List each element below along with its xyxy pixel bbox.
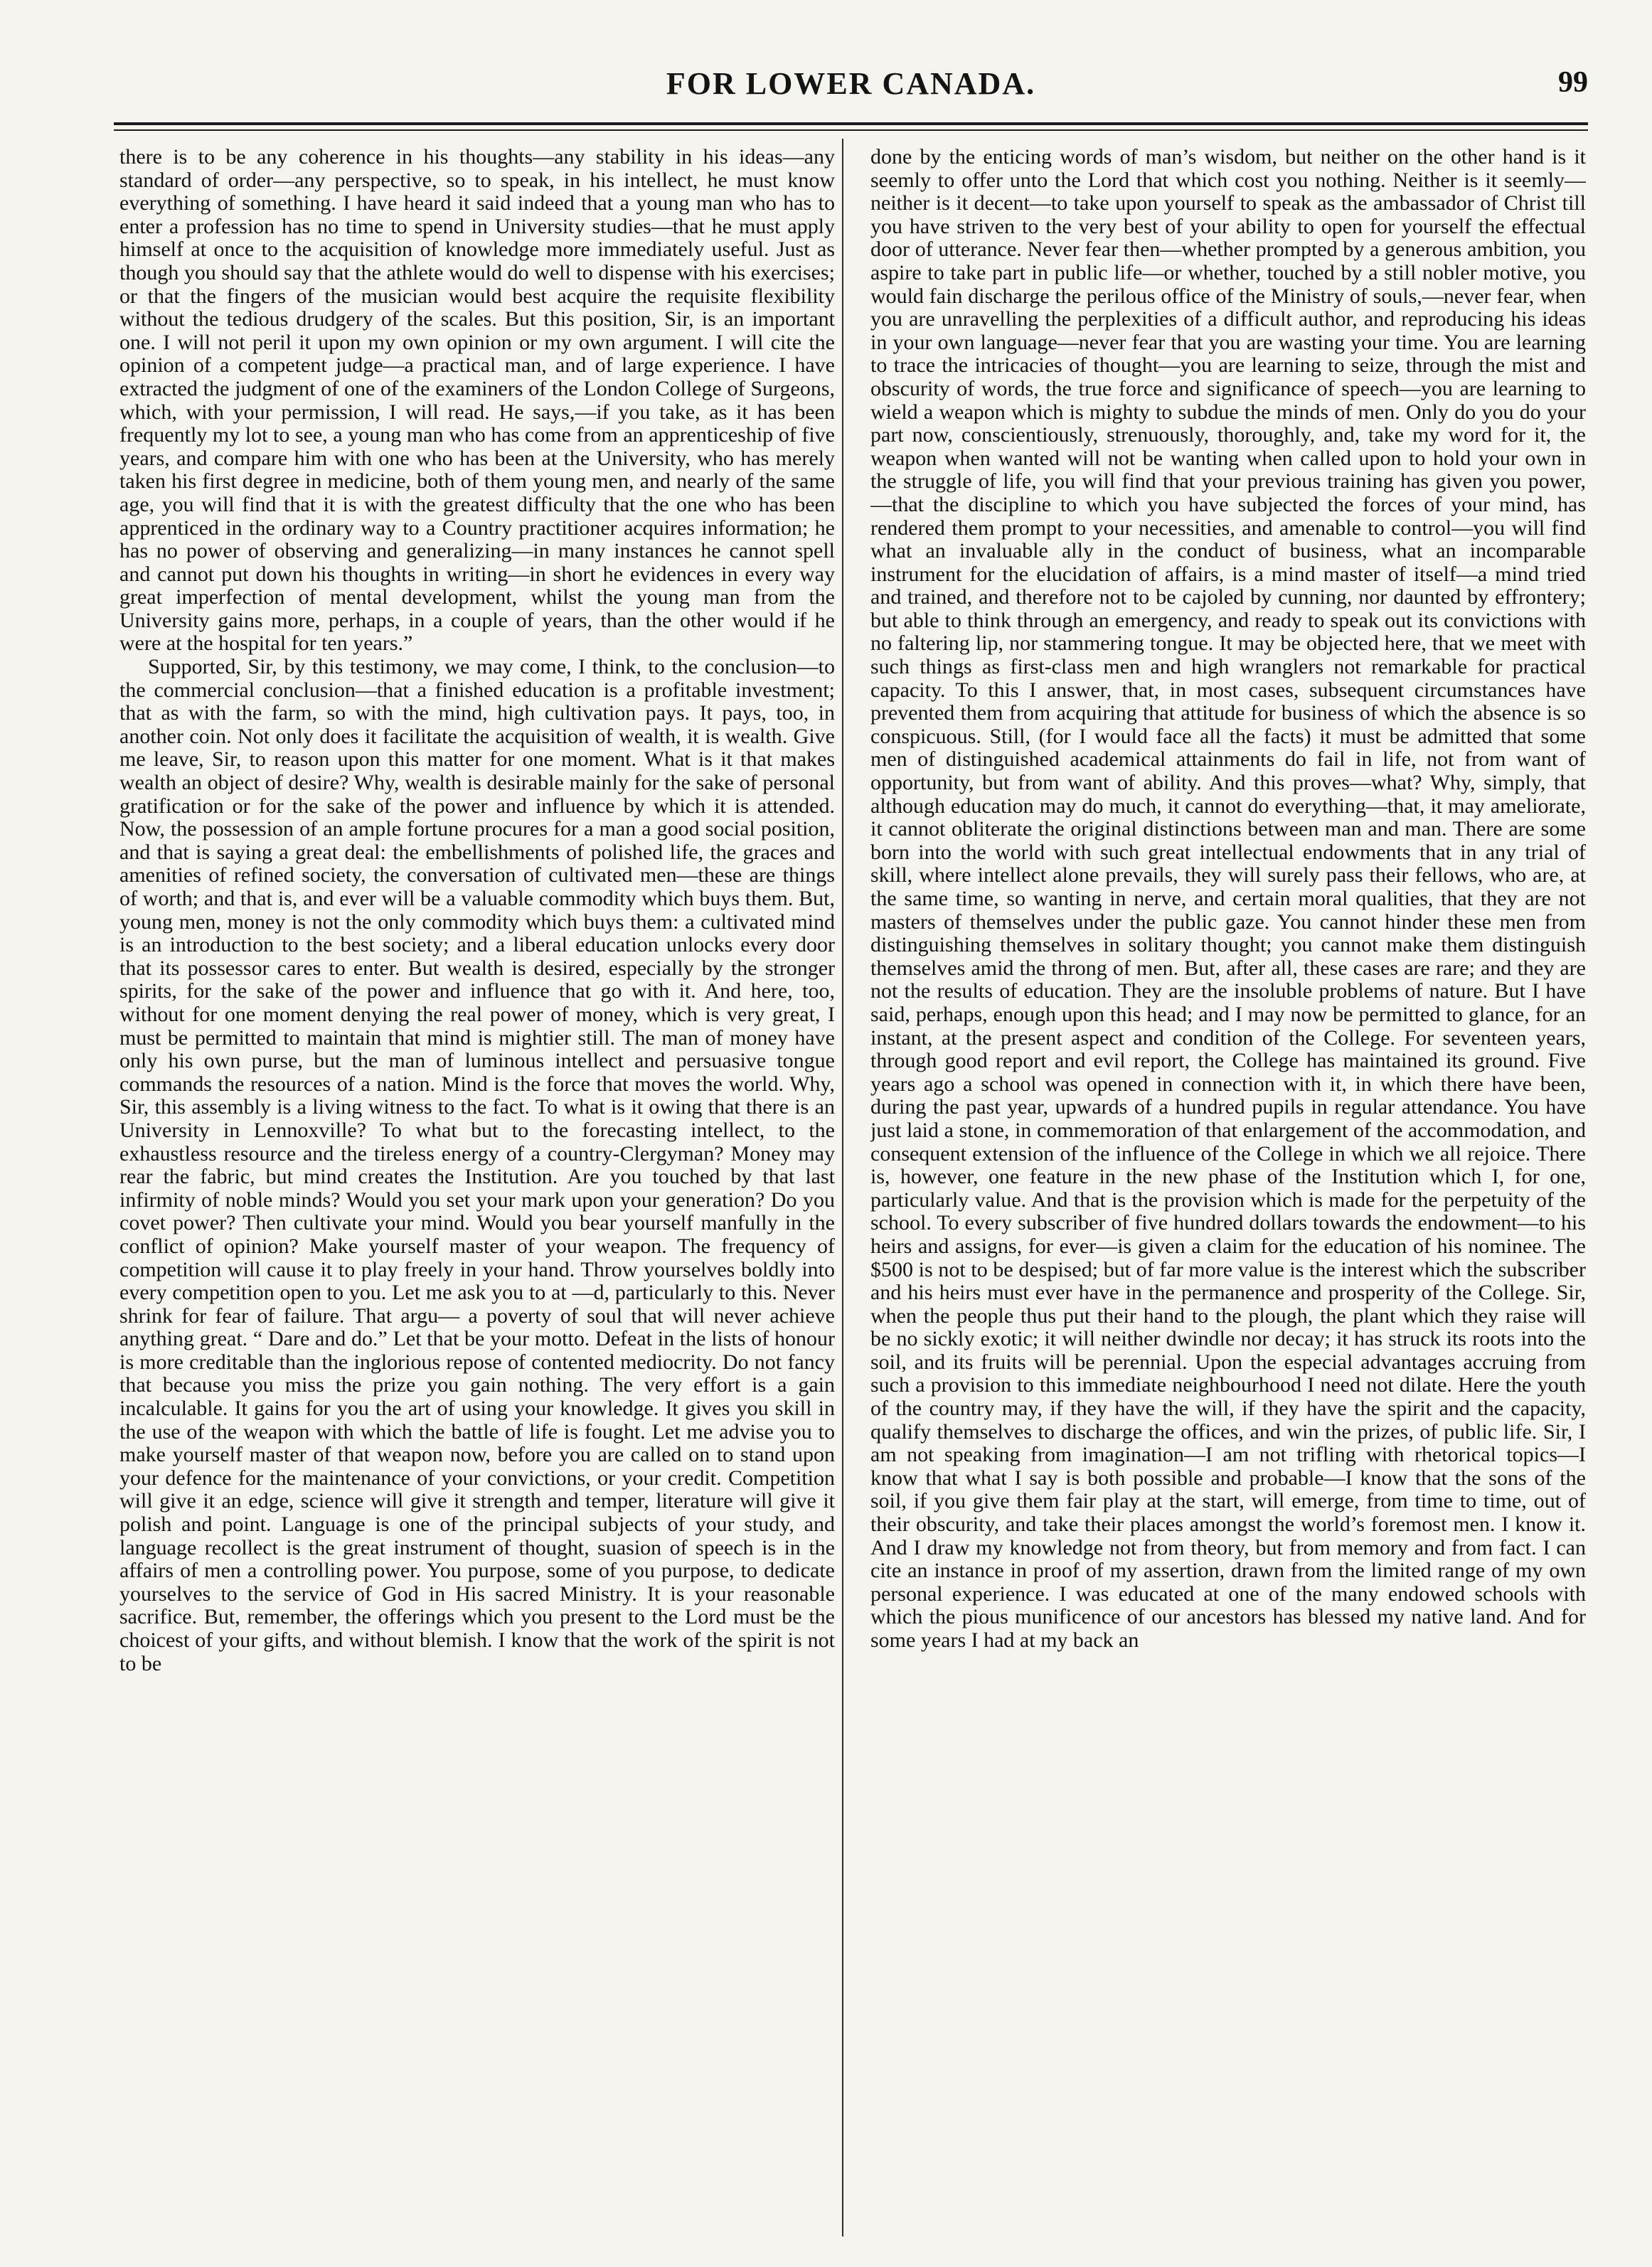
- left-paragraph: Supported, Sir, by this testimony, we may come, I think, to the conclusion—to the commercial conclusion—that a finished education is a profitable investment; that as with the farm, so with the mind, high cultivation pays. It pays, too, in another coin. Not only does it facilitate the acquisition of wealth, it is wealth. Give me leave, Sir, to reason upon this matter for one moment. What is it that makes wealth an object of desire? Why, wealth is desirable mainly for the sake of personal gratification or for the sake of the power and influence by which it is attended. Now, the possession of an ample fortune procures for a man a good social position, and that is saying a great deal: the embellishments of polished life, the graces and amenities of refined society, the conversation of cultivated men—these are things of worth; and that is, and ever will be a valuable commodity which buys them. But, young men, money is not the only commodity which buys them: a cultivated mind is an introduction to the best society; and a liberal education unlocks every door that its possessor cares to enter. But wealth is desired, especially by the stronger spirits, for the sake of the power and influence that go with it. And here, too, without for one moment denying the real power of money, which is very great, I must be permitted to maintain that mind is mightier still. The man of money have only his own purse, but the man of luminous intellect and persuasive tongue commands the resources of a nation. Mind is the force that moves the world. Why, Sir, this assembly is a living witness to the fact. To what is it owing that there is an University in Lennoxville? To what but to the forecasting intellect, to the exhaustless resource and the tireless energy of a country-Clergyman? Money may rear the fabric, but mind creates the Institution. Are you touched by that last infirmity of noble minds? Would you set your mark upon your generation? Do you covet power? Then cultivate your mind. Would you bear yourself manfully in the conflict of opinion? Make yourself master of your weapon. The frequency of competition will cause it to play freely in your hand. Throw yourselves boldly into every competition open to you. Let me ask you to at —d, particularly to this. Never shrink for fear of failure. That argu— a poverty of soul that will never achieve anything great. “ Dare and do.” Let that be your motto. Defeat in the lists of honour is more creditable than the inglorious repose of contented mediocrity. Do not fancy that because you miss the prize you gain nothing. The very effort is a gain incalculable. It gains for you the art of using your knowledge. It gives you skill in the use of the weapon with which the battle of life is fought. Let me advise you to make yourself master of that weapon now, before you are called on to stand upon your defence for the maintenance of your convictions, or your credit. Competition will give it an edge, science will give it strength and temper, literature will give it polish and point. Language is one of the principal subjects of your study, and language recollect is the great instrument of thought, suasion of speech is in the affairs of men a controlling power. You purpose, some of you purpose, to dedicate yourselves to the service of God in His sacred Ministry. It is your reasonable sacrifice. But, remember, the offerings which you present to the Lord must be the choicest of your gifts, and without blemish. I know that the work of the spirit is not to be: [119, 655, 835, 1675]
- header-rule-thin: [114, 129, 1588, 131]
- page-header: [114, 65, 1588, 115]
- right-paragraph: done by the enticing words of man’s wisdom, but neither on the other hand is it seemly to offer unto the Lord that which cost you nothing. Neither is it seemly—neither is it decent—to take upon yourself to speak as the ambassador of Christ till you have striven to the very best of your ability to open for yourself the effectual door of utterance. Never fear then—whether prompted by a generous ambition, you aspire to take part in public life—or whether, touched by a still nobler motive, you would fain discharge the perilous office of the Ministry of souls,—never fear, when you are unravelling the perplexities of a difficult author, and reproducing his ideas in your own language—never fear that you are wasting your time. You are learning to trace the intricacies of thought—you are learning to seize, through the mist and obscurity of words, the true force and significance of speech—you are learning to wield a weapon which is mighty to subdue the minds of men. Only do you do your part now, conscientiously, strenuously, thoroughly, and, take my word for it, the weapon when wanted will not be wanting when called upon to hold your own in the struggle of life, you will find that your previous training has given you power,—that the discipline to which you have subjected the forces of your mind, has rendered them prompt to your necessities, and amenable to control—you will find what an invaluable ally in the conduct of business, what an incomparable instrument for the elucidation of affairs, is a mind master of itself—a mind tried and trained, and therefore not to be cajoled by cunning, nor daunted by effrontery; but able to think through an emergency, and ready to speak out its convictions with no faltering lip, nor stammering tongue. It may be objected here, that we meet with such things as first-class men and high wranglers not remarkable for practical capacity. To this I answer, that, in most cases, subsequent circumstances have prevented them from acquiring that attitude for business of which the absence is so conspicuous. Still, (for I would face all the facts) it must be admitted that some men of distinguished academical attainments do fail in life, not from want of opportunity, but from want of ability. And this proves—what? Why, simply, that although education may do much, it cannot do everything—that, it may ameliorate, it cannot obliterate the original distinctions between man and man. There are some born into the world with such great intellectual endowments that in any trial of skill, where intellect alone prevails, they will surely pass their fellows, who are, at the same time, so wanting in nerve, and certain moral qualities, that they are not masters of themselves under the public gaze. You cannot hinder these men from distinguishing themselves in solitary thought; you cannot make them distinguish themselves amid the throng of men. But, after all, these cases are rare; and they are not the results of education. They are the insoluble problems of nature. But I have said, perhaps, enough upon this head; and I may now be permitted to glance, for an instant, at the present aspect and condition of the College. For seventeen years, through good report and evil report, the College has maintained its ground. Five years ago a school was opened in connection with it, in which there have been, during the past year, upwards of a hundred pupils in regular attendance. You have just laid a stone, in commemoration of that enlargement of the accommodation, and consequent extension of the influence of the College in which we all rejoice. There is, however, one feature in the new phase of the Institution which I, for one, particularly value. And that is the provision which is made for the perpetuity of the school. To every subscriber of five hundred dollars towards the endowment—to his heirs and assigns, for ever—is given a claim for the education of his nominee. The $500 is not to be despised; but of far more value is the interest which the subscriber and his heirs must ever have in the permanence and prosperity of the College. Sir, when the people thus put their hand to the plough, the plant which they raise will be no sickly exotic; it will neither dwindle nor decay; it has struck its roots into the soil, and its fruits will be perennial. Upon the especial advantages accruing from such a provision to this immediate neighbourhood I need not dilate. Here the youth of the country may, if they have the will, if they have the spirit and the capacity, qualify themselves to discharge the offices, and win the prizes, of public life. Sir, I am not speaking from imagination—I am not trifling with rhetorical topics—I know that what I say is both possible and probable—I know that the sons of the soil, if you give them fair play at the start, will emerge, from time to time, out of their obscurity, and take their places amongst the world’s foremost men. I know it. And I draw my knowledge not from theory, but from memory and from fact. I can cite an instance in proof of my assertion, drawn from the limited range of my own personal experience. I was educated at one of the many endowed schools with which the pious munificence of our ancestors has blessed my native land. And for some years I had at my back an: [870, 146, 1586, 1652]
- header-rule-thick: [114, 122, 1588, 125]
- text-columns: [119, 146, 1586, 2236]
- left-column: [119, 146, 835, 2236]
- right-column: [870, 146, 1586, 2236]
- page-number: 99: [1558, 66, 1588, 99]
- running-title: FOR LOWER CANADA.: [666, 66, 1036, 101]
- left-paragraph: there is to be any coherence in his thoughts—any stability in his ideas—any standard of order—any perspective, so to speak, in his intellect, he must know everything of something. I have heard it said indeed that a young man who has to enter a profession has no time to spend in University studies—that he must apply himself at once to the acquisition of knowledge more immediately useful. Just as though you should say that the athlete would do well to dispense with his exercises; or that the fingers of the musician would best acquire the requisite flexibility without the tedious drudgery of the scales. But this position, Sir, is an important one. I will not peril it upon my own opinion or my own argument. I will cite the opinion of a competent judge—a practical man, and of large experience. I have extracted the judgment of one of the examiners of the London College of Surgeons, which, with your permission, I will read. He says,—if you take, as it has been frequently my lot to see, a young man who has come from an apprenticeship of five years, and compare him with one who has been at the University, who has merely taken his first degree in medicine, both of them young men, and nearly of the same age, you will find that it is with the greatest difficulty that the one who has been apprenticed in the ordinary way to a Country practitioner acquires information; he has no power of observing and generalizing—in many instances he cannot spell and cannot put down his thoughts in writing—in short he evidences in every way great imperfection of mental development, whilst the young man from the University gains more, perhaps, in a couple of years, than the other would if he were at the hospital for ten years.”: [119, 146, 835, 656]
